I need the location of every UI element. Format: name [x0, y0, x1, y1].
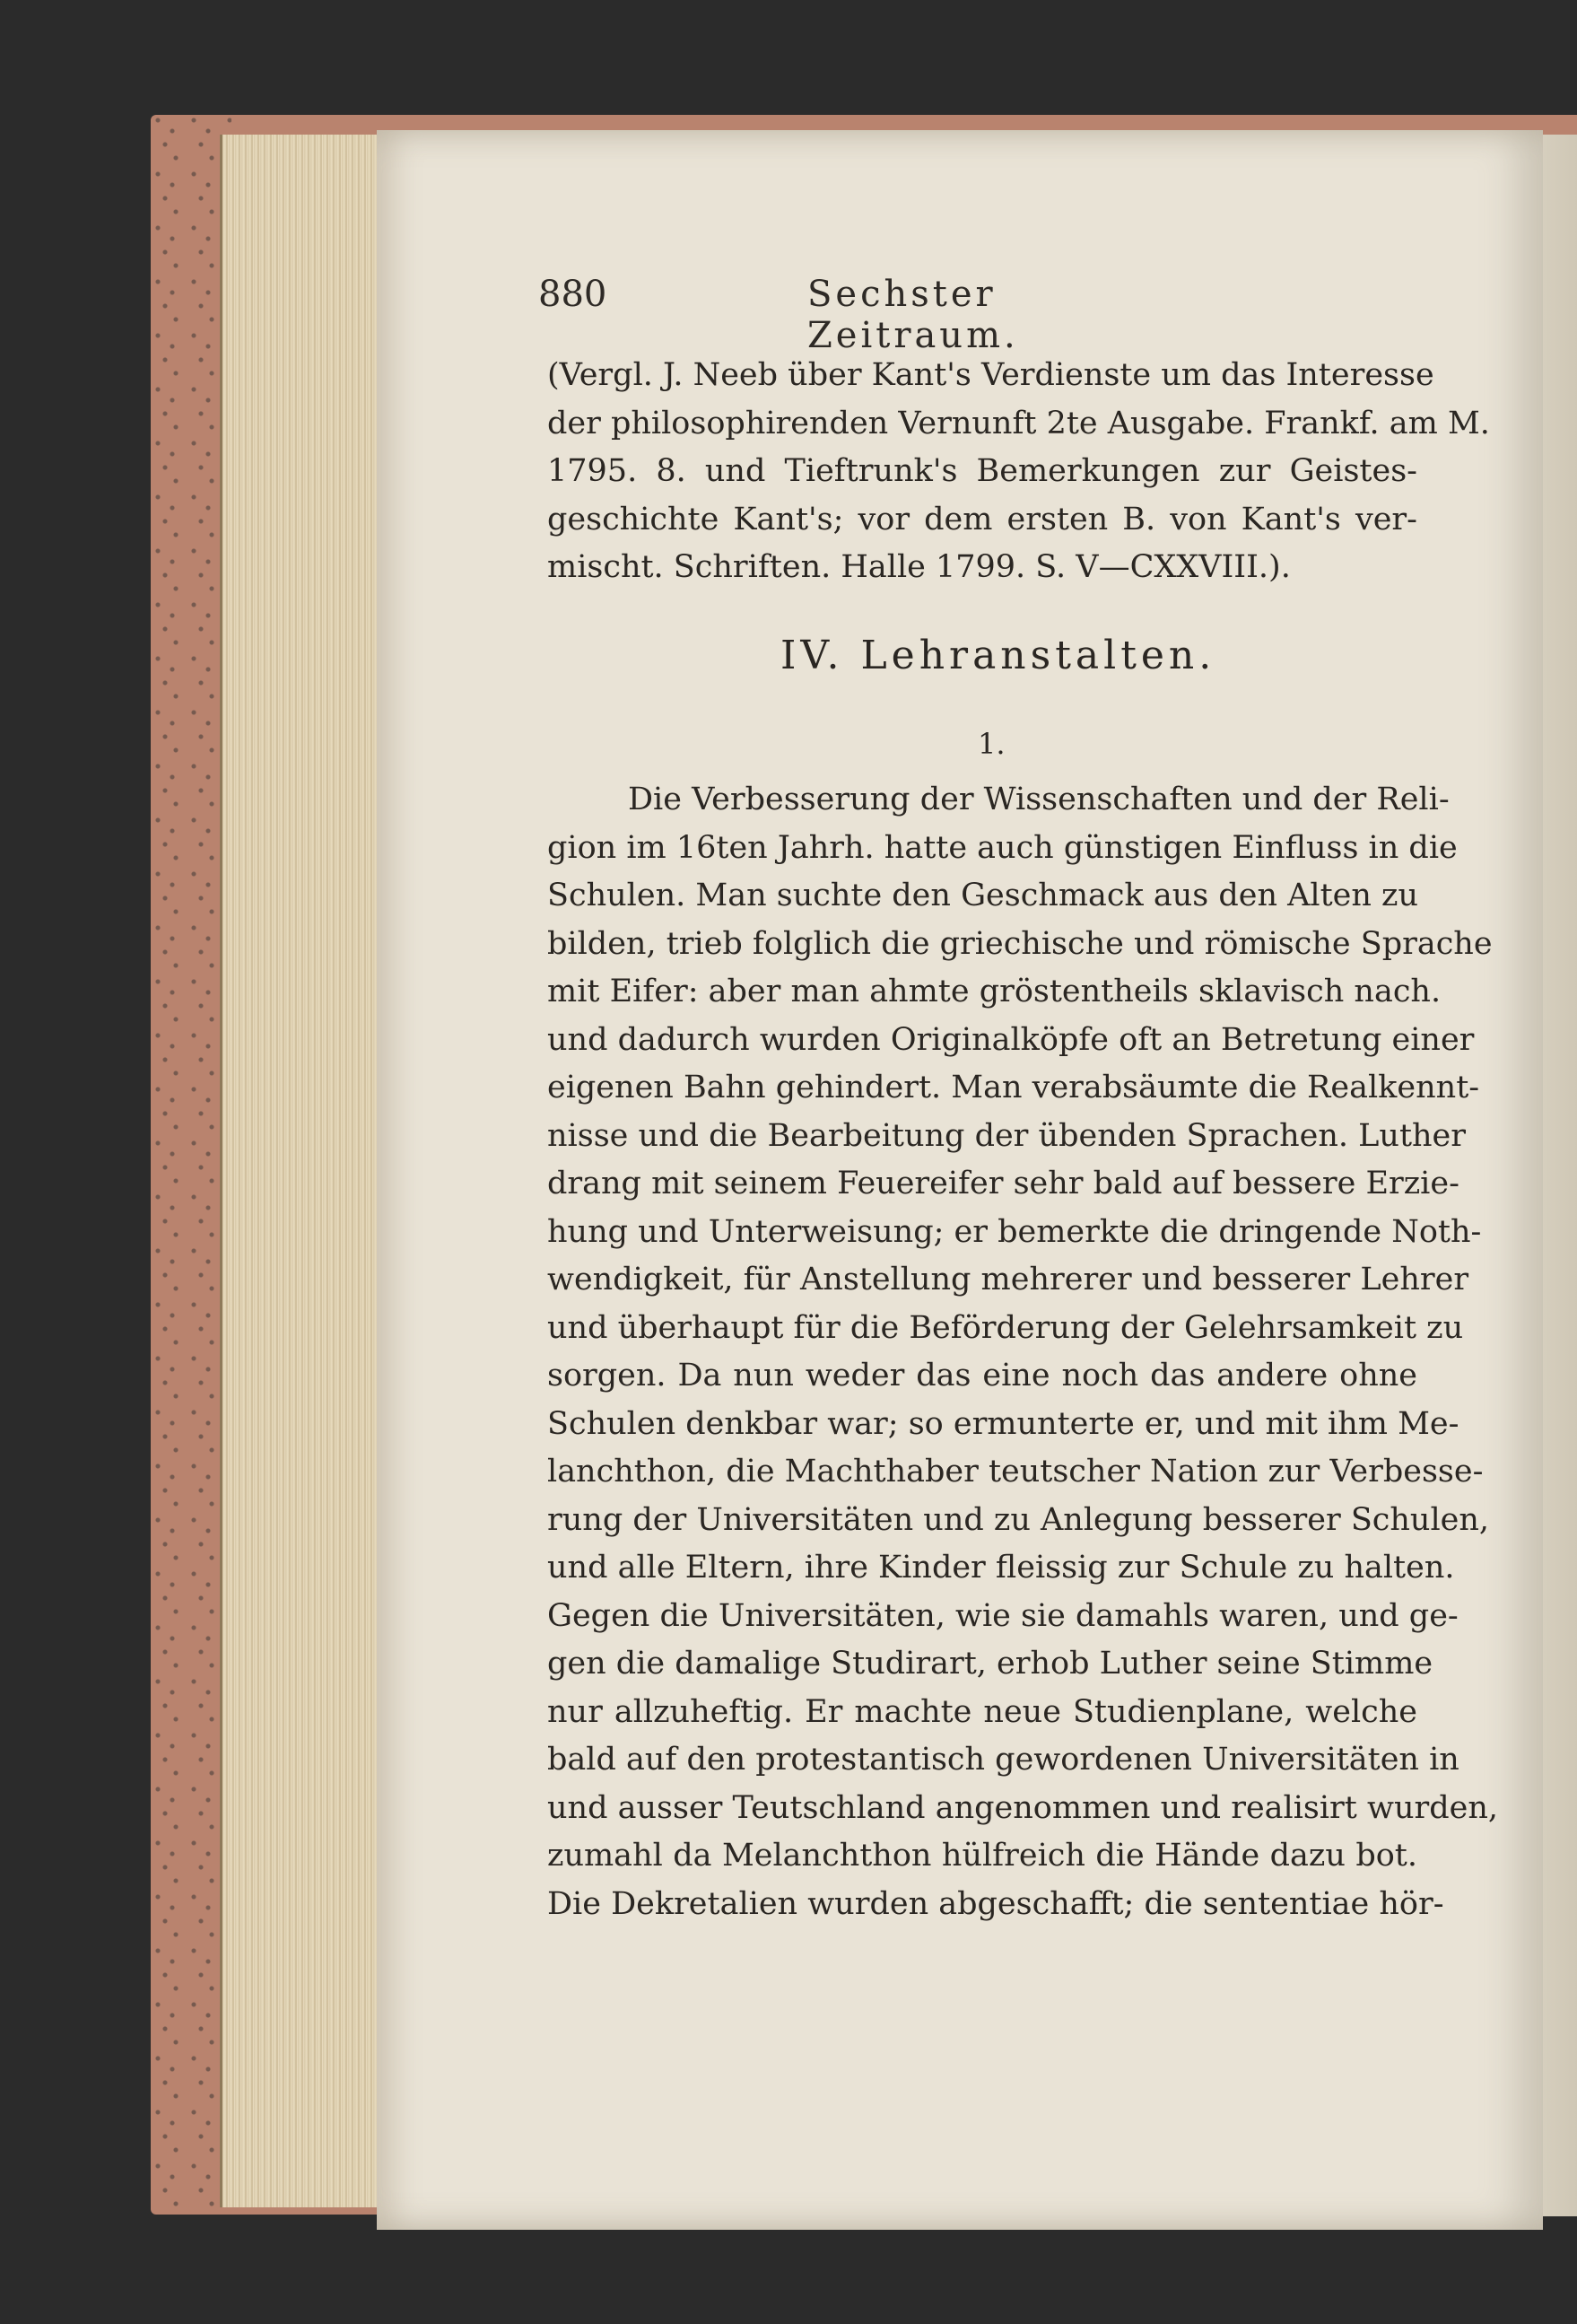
- citation-line: der philosophirenden Vernunft 2te Ausgabe. Frankf. am M.: [547, 405, 1490, 441]
- body-line: Die Dekretalien wurden abgeschafft; die sententiae hör-: [547, 1885, 1444, 1922]
- citation-line: (Vergl. J. Neeb über Kant's Verdienste um das Interesse: [547, 357, 1434, 393]
- body-line: rung der Universitäten und zu Anlegung besserer Schulen,: [547, 1501, 1490, 1538]
- citation-line: 1795. 8. und Tieftrunk's Bemerkungen zur Geistes-: [547, 453, 1417, 489]
- section-number: 1.: [978, 727, 1006, 761]
- body-line: gen die damalige Studirart, erhob Luther seine Stimme: [547, 1646, 1433, 1682]
- body-line: drang mit seinem Feuereifer sehr bald auf bessere Erzie-: [547, 1166, 1459, 1201]
- body-line: und dadurch wurden Originalköpfe oft an Betretung einer: [547, 1021, 1475, 1058]
- body-line: wendigkeit, für Anstellung mehrerer und besserer Lehrer: [547, 1262, 1469, 1297]
- body-line: sorgen. Da nun weder das eine noch das andere ohne: [547, 1358, 1417, 1394]
- body-line: Schulen denkbar war; so ermunterte er, und mit ihm Me-: [547, 1405, 1459, 1442]
- body-line: bald auf den protestantisch gewordenen Universitäten in: [547, 1742, 1459, 1778]
- page-block-edge: [220, 135, 384, 2207]
- body-line: nur allzuheftig. Er machte neue Studienplane, welche: [547, 1693, 1417, 1730]
- body-line: gion im 16ten Jahrh. hatte auch günstigen Einfluss in die: [547, 829, 1458, 866]
- body-line: bilden, trieb folglich die griechische und römische Sprache: [547, 925, 1493, 962]
- page-number: 880: [538, 274, 607, 315]
- body-line: lanchthon, die Machthaber teutscher Nation zur Verbesse-: [547, 1454, 1484, 1490]
- body-line: eigenen Bahn gehindert. Man verabsäumte die Realkennt-: [547, 1070, 1480, 1105]
- body-line: mit Eifer: aber man ahmte gröstentheils sklavisch nach.: [547, 974, 1442, 1009]
- body-line: Schulen. Man suchte den Geschmack aus den Alten zu: [547, 878, 1419, 913]
- body-line: nisse und die Bearbeitung der übenden Sprachen. Luther: [547, 1117, 1466, 1154]
- running-title: Sechster Zeitraum.: [807, 274, 1019, 356]
- body-line: Gegen die Universitäten, wie sie damahls waren, und ge-: [547, 1597, 1459, 1634]
- section-heading: IV. Lehranstalten.: [780, 633, 1216, 678]
- body-line: und ausser Teutschland angenommen und realisirt wurden,: [547, 1789, 1498, 1826]
- citation-line: geschichte Kant's; vor dem ersten B. von Kant's ver-: [547, 501, 1417, 537]
- body-line: Die Verbesserung der Wissenschaften und der Reli-: [628, 782, 1450, 817]
- citation-line: mischt. Schriften. Halle 1799. S. V—CXXVIII.).: [547, 549, 1291, 585]
- body-line: zumahl da Melanchthon hülfreich die Hände dazu bot.: [547, 1838, 1417, 1874]
- body-paragraph: [547, 776, 1498, 1928]
- body-line: und überhaupt für die Beförderung der Gelehrsamkeit zu: [547, 1309, 1464, 1346]
- body-line: und alle Eltern, ihre Kinder fleissig zur Schule zu halten.: [547, 1550, 1455, 1586]
- body-line: hung und Unterweisung; er bemerkte die dringende Noth-: [547, 1213, 1482, 1250]
- citation-paragraph: [547, 352, 1490, 592]
